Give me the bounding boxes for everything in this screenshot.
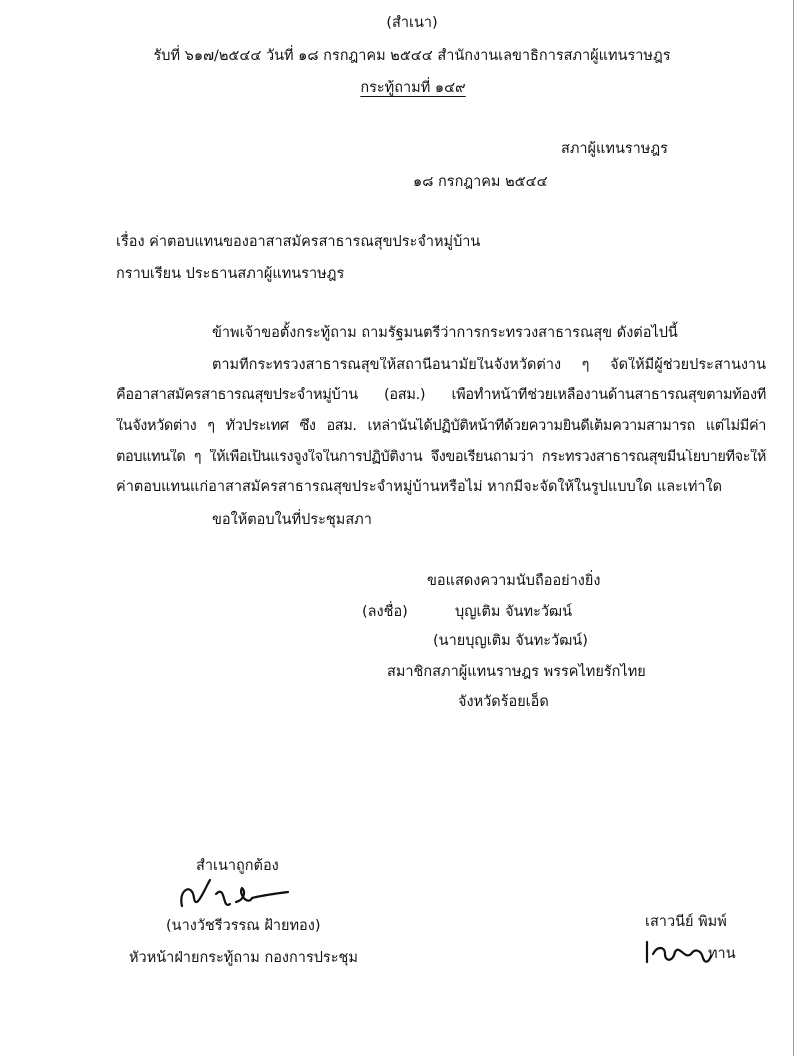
- body-line-4: ในจังหวัดต่าง ๆ ทั่วประเทศ ซึ่ง อสม. เหล่านั้นได้ปฏิบัติหน้าที่ด้วยความยินดีเต็มความสามารถ แต่ไม่มีค่า: [116, 418, 766, 434]
- certifier-title: หัวหน้าฝ่ายกระทู้ถาม กองการประชุม: [129, 950, 358, 966]
- question-number: กระทู้ถามที่ ๑๔๙: [360, 80, 466, 96]
- receipt-stamp-line: รับที่ ๖๑๗/๒๕๔๔ วันที่ ๑๘ กรกฎาคม ๒๕๔๔ สำนักงานเลขาธิการสภาผู้แทนราษฎร: [153, 48, 671, 64]
- sign-label: (ลงชื่อ): [362, 604, 408, 620]
- checker-initials: [643, 938, 715, 968]
- typist-name: เสาวนีย์ พิมพ์: [645, 914, 727, 930]
- body-line-1: ข้าพเจ้าขอตั้งกระทู้ถาม ถามรัฐมนตรีว่าการกระทรวงสาธารณสุข ดังต่อไปนี้: [212, 325, 678, 341]
- scan-edge-line: [793, 0, 794, 1056]
- subject-line: เรื่อง ค่าตอบแทนของอาสาสมัครสาธารณสุขประจำหมู่บ้าน: [116, 234, 481, 250]
- checker-label: ทาน: [708, 946, 736, 962]
- certifier-signature: [176, 876, 296, 916]
- signer-name: บุญเติม จันทะวัฒน์: [455, 604, 573, 620]
- certifier-name: (นางวัชรีวรรณ ฝ้ายทอง): [166, 918, 321, 934]
- signer-province: จังหวัดร้อยเอ็ด: [458, 694, 549, 710]
- copy-mark: (สำเนา): [386, 15, 438, 31]
- body-line-3: คืออาสาสมัครสาธารณสุขประจำหมู่บ้าน (อสม.) เพื่อทำหน้าที่ช่วยเหลืองานด้านสาธารณสุขตามท้องที่: [116, 387, 766, 403]
- closing-regards: ขอแสดงความนับถืออย่างยิ่ง: [427, 573, 601, 589]
- body-line-7: ขอให้ตอบในที่ประชุมสภา: [212, 512, 372, 528]
- signer-full-name: (นายบุญเติม จันทะวัฒน์): [433, 633, 588, 649]
- certified-copy-label: สำเนาถูกต้อง: [196, 858, 279, 874]
- body-line-6: ค่าตอบแทนแก่อาสาสมัครสาธารณสุขประจำหมู่บ้านหรือไม่ หากมีจะจัดให้ในรูปแบบใด และเท่าใด: [116, 479, 723, 495]
- organization-name: สภาผู้แทนราษฎร: [561, 141, 668, 157]
- letter-date: ๑๘ กรกฎาคม ๒๕๔๔: [413, 174, 548, 190]
- signer-position: สมาชิกสภาผู้แทนราษฎร พรรคไทยรักไทย: [387, 664, 646, 680]
- body-line-2: ตามที่กระทรวงสาธารณสุขให้สถานีอนามัยในจังหวัดต่าง ๆ จัดให้มีผู้ช่วยประสานงาน: [212, 357, 766, 373]
- body-line-5: ตอบแทนใด ๆ ให้เพื่อเป็นแรงจูงใจในการปฏิบัติงาน จึงขอเรียนถามว่า กระทรวงสาธารณสุขมีนโยบายที่จะให้: [116, 449, 766, 465]
- salutation-line: กราบเรียน ประธานสภาผู้แทนราษฎร: [116, 266, 345, 282]
